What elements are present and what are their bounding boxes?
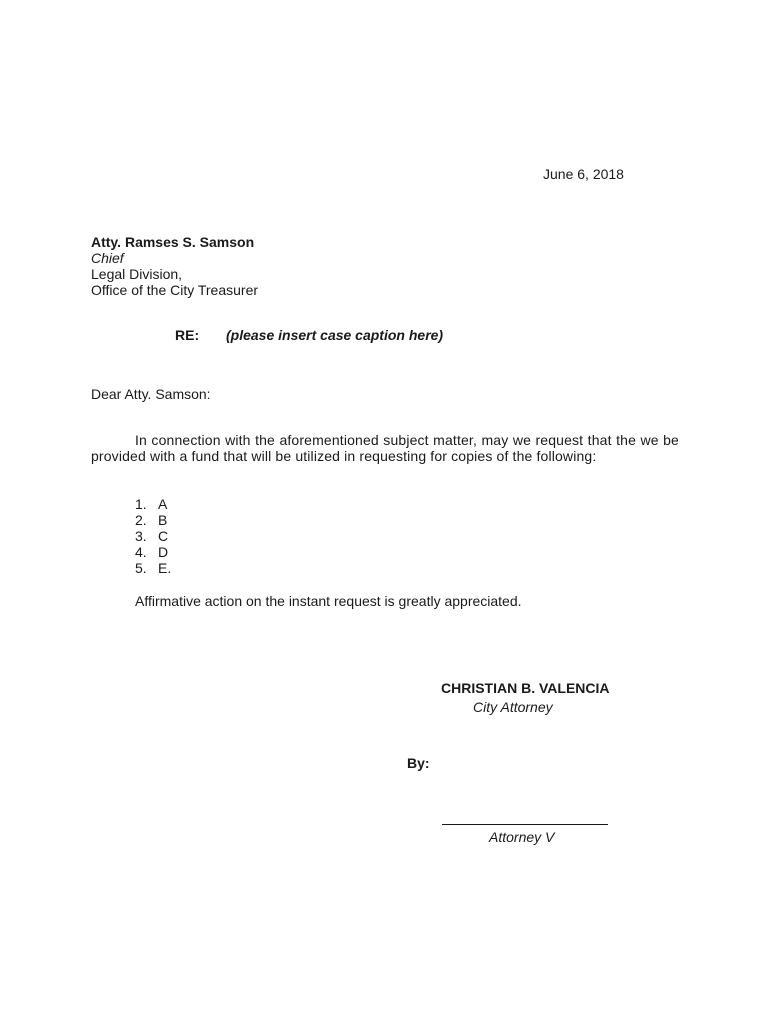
list-item: 1. A [135, 496, 168, 512]
closing-paragraph: Affirmative action on the instant request is greatly appreciated. [135, 593, 522, 609]
list-item: 4. D [135, 544, 169, 560]
list-item: 2. B [135, 512, 168, 528]
recipient-division: Legal Division, [91, 266, 183, 282]
re-caption: (please insert case caption here) [226, 327, 444, 343]
signature-line [442, 824, 608, 825]
re-label: RE: [175, 327, 200, 343]
recipient-title: Chief [91, 250, 124, 266]
signatory-name: CHRISTIAN B. VALENCIA [441, 680, 610, 696]
by-label: By: [407, 755, 430, 771]
signatory-title: City Attorney [473, 699, 553, 715]
salutation: Dear Atty. Samson: [91, 386, 211, 402]
sub-signatory-title: Attorney V [489, 829, 555, 845]
list-item: 3. C [135, 528, 169, 544]
list-item: 5. E. [135, 560, 172, 576]
letter-date: June 6, 2018 [543, 166, 624, 182]
recipient-office: Office of the City Treasurer [91, 282, 259, 298]
body-paragraph: In connection with the aforementioned subject matter, may we request that the we be provided with a fund that will be utilized in requesting for copies of the following: [91, 432, 679, 464]
recipient-name: Atty. Ramses S. Samson [91, 234, 255, 250]
